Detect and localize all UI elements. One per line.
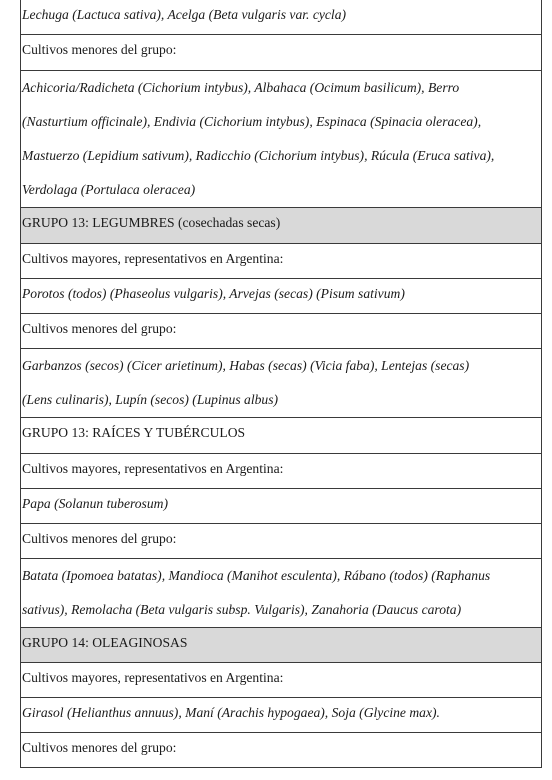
cell-text: Cultivos menores del grupo: (22, 42, 177, 57)
cell-text: Achicoria/Radicheta (Cichorium intybus), Albahaca (Ocimum basilicum), Berro (22, 80, 460, 95)
cell-text: Porotos (todos) (Phaseolus vulgaris), Arvejas (secas) (Pisum sativum) (22, 286, 405, 301)
cell-text: Papa (Solanun tuberosum) (22, 496, 168, 511)
table-row (21, 349, 541, 418)
cell-text: Cultivos mayores, representativos en Argentina: (22, 461, 284, 476)
table-row (21, 733, 541, 768)
cell-text: Lechuga (Lactuca sativa), Acelga (Beta vulgaris var. cycla) (22, 7, 347, 22)
table-row (21, 698, 541, 733)
table-row (21, 559, 541, 628)
table-row (21, 663, 541, 698)
group-title: GRUPO 13: LEGUMBRES (cosechadas secas) (22, 215, 281, 230)
group-header-row (21, 418, 541, 454)
cell-text: Mastuerzo (Lepidium sativum), Radicchio (Cichorium intybus), Rúcula (Eruca sativa), (22, 148, 495, 163)
group-header-row (21, 208, 541, 244)
cell-text: (Lens culinaris), Lupín (secos) (Lupinus albus) (22, 392, 279, 407)
table-row (21, 244, 541, 279)
cell-text: Cultivos menores del grupo: (22, 740, 177, 755)
group-title: GRUPO 14: OLEAGINOSAS (22, 635, 188, 650)
group-title: GRUPO 13: RAÍCES Y TUBÉRCULOS (22, 425, 246, 440)
table-row (21, 279, 541, 314)
cell-text: Cultivos mayores, representativos en Argentina: (22, 670, 284, 685)
table-row (21, 524, 541, 559)
cell-text: (Nasturtium officinale), Endivia (Cichorium intybus), Espinaca (Spinacia oleracea), (22, 114, 482, 129)
table-row (21, 0, 541, 35)
crop-groups-table (20, 0, 542, 768)
cell-text: sativus), Remolacha (Beta vulgaris subsp. Vulgaris), Zanahoria (Daucus carota) (22, 602, 462, 617)
cell-text: Cultivos mayores, representativos en Argentina: (22, 251, 284, 266)
table-row (21, 454, 541, 489)
cell-text: Batata (Ipomoea batatas), Mandioca (Manihot esculenta), Rábano (todos) (Raphanus (22, 568, 491, 583)
group-header-row (21, 628, 541, 663)
table-row (21, 35, 541, 71)
table-row (21, 71, 541, 208)
table-row (21, 489, 541, 524)
cell-text: Verdolaga (Portulaca oleracea) (22, 182, 196, 197)
cell-text: Garbanzos (secos) (Cicer arietinum), Habas (secas) (Vicia faba), Lentejas (secas) (22, 358, 470, 373)
cell-text: Girasol (Helianthus annuus), Maní (Arachis hypogaea), Soja (Glycine max). (22, 705, 440, 720)
cell-text: Cultivos menores del grupo: (22, 321, 177, 336)
table-row (21, 314, 541, 349)
cell-text: Cultivos menores del grupo: (22, 531, 177, 546)
